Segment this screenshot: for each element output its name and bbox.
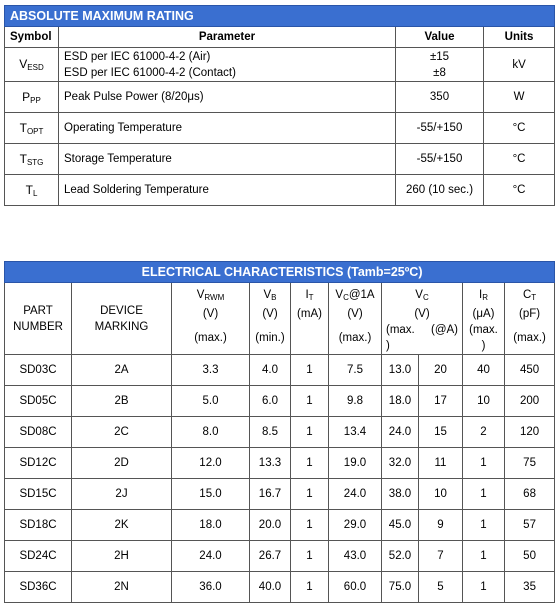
ec-title: ELECTRICAL CHARACTERISTICS (Tamb=25ºC) [5,262,555,283]
ec-cell-vc-max: 45.0 [382,510,419,541]
ec-header-vc1-qualifier: (max.) [338,332,372,344]
ec-cell-ir: 1 [463,479,505,510]
ec-cell-vc-max: 38.0 [382,479,419,510]
ec-cell-vc-at-a: 20 [419,355,463,386]
amr-symbol-subscript: PP [30,95,41,105]
ec-header-ir [463,283,505,355]
ec-header-ct-qualifier: (max.) [513,332,546,344]
ec-header-vc1-symbol: V [335,289,344,301]
ec-cell-vc-max: 24.0 [382,417,419,448]
ec-header-row [5,283,555,355]
ec-cell-device-marking: 2H [72,541,172,572]
ec-cell-it: 1 [291,510,329,541]
amr-cell-value [396,82,484,113]
amr-cell-parameter [59,175,396,206]
ec-header-vc1-tail: @1A [348,289,375,301]
ec-header-vrwm-symbol: V [196,289,205,301]
ec-cell-vc-1a: 24.0 [329,479,382,510]
ec-cell-vb: 20.0 [250,510,291,541]
ec-header-vc-1a [329,283,382,355]
ec-cell-part-number: SD12C [5,448,72,479]
ec-cell-vc-1a: 29.0 [329,510,382,541]
ec-header-vb-unit: (V) [262,308,278,320]
amr-row [5,113,555,144]
amr-symbol-main: T [25,182,33,197]
ec-cell-vc-max: 75.0 [382,572,419,603]
amr-cell-parameter [59,82,396,113]
amr-value-text: ±15 [429,50,450,63]
amr-parameter-text: Lead Soldering Temperature [64,184,209,196]
amr-symbol-main: T [19,151,27,166]
ec-cell-ir: 2 [463,417,505,448]
ec-cell-ct: 450 [505,355,555,386]
ec-cell-ct: 35 [505,572,555,603]
ec-cell-vc-max: 13.0 [382,355,419,386]
amr-header-units: Units [484,27,555,48]
amr-row [5,144,555,175]
ec-row [5,541,555,572]
ec-cell-vc-1a: 7.5 [329,355,382,386]
amr-cell-value [396,48,484,82]
ec-cell-it: 1 [291,417,329,448]
amr-symbol-subscript: L [32,188,38,198]
amr-symbol-subscript: STG [26,157,44,167]
ec-header-vc-qualifier-line1: (max. [386,324,415,336]
ec-cell-it: 1 [291,355,329,386]
amr-cell-parameter [59,113,396,144]
ec-header-ct-unit: (pF) [519,308,541,320]
ec-header-part-number [5,283,72,355]
ec-header-vb-symbol: V [263,289,272,301]
ec-header-vb [250,283,291,355]
ec-cell-vrwm: 36.0 [172,572,250,603]
ec-cell-vb: 8.5 [250,417,291,448]
ec-header-ct-symbol: C [522,289,532,301]
amr-row [5,175,555,206]
amr-cell-unit: kV [484,48,555,82]
ec-cell-vb: 40.0 [250,572,291,603]
ec-row [5,572,555,603]
ec-cell-ir: 1 [463,572,505,603]
ec-cell-vc-at-a: 15 [419,417,463,448]
ec-cell-vrwm: 18.0 [172,510,250,541]
ec-cell-vc-max: 52.0 [382,541,419,572]
ec-header-vrwm-unit: (V) [202,308,219,320]
ec-cell-part-number: SD08C [5,417,72,448]
ec-cell-vc-1a: 19.0 [329,448,382,479]
amr-cell-parameter [59,144,396,175]
ec-cell-vb: 4.0 [250,355,291,386]
ec-header-vb-subscript: B [271,293,277,302]
ec-header-device-line1: DEVICE [100,304,143,317]
ec-header-vc1-subscript: C [343,293,349,302]
amr-cell-symbol [5,48,59,82]
electrical-characteristics-table [4,261,555,603]
amr-cell-parameter [59,48,396,82]
ec-cell-part-number: SD05C [5,386,72,417]
ec-header-it-symbol: I [305,289,309,301]
amr-symbol-main: V [19,57,28,71]
ec-header-device-marking [72,283,172,355]
ec-header-vb-qualifier: (min.) [255,332,285,344]
amr-cell-symbol [5,82,59,113]
ec-cell-ct: 120 [505,417,555,448]
absolute-max-rating-table [4,5,555,206]
amr-value-text: -55/+150 [416,153,463,165]
ec-cell-it: 1 [291,448,329,479]
amr-row [5,82,555,113]
ec-header-ct-subscript: T [531,293,537,302]
amr-header-row [5,27,555,48]
amr-title: ABSOLUTE MAXIMUM RATING [5,6,555,27]
ec-cell-vrwm: 5.0 [172,386,250,417]
ec-cell-vc-at-a: 7 [419,541,463,572]
ec-cell-it: 1 [291,479,329,510]
ec-header-ir-qualifier-line1: (max. [469,324,498,336]
ec-cell-vc-1a: 60.0 [329,572,382,603]
ec-header-vrwm [172,283,250,355]
ec-cell-it: 1 [291,541,329,572]
ec-cell-vc-max: 18.0 [382,386,419,417]
amr-cell-symbol [5,144,59,175]
ec-cell-vrwm: 3.3 [172,355,250,386]
ec-row [5,386,555,417]
ec-header-vc-at-a: (@A) [430,324,458,336]
ec-cell-it: 1 [291,386,329,417]
ec-header-ir-subscript: R [482,293,488,302]
amr-cell-symbol [5,175,59,206]
amr-value-text: 350 [429,91,450,103]
ec-cell-ct: 200 [505,386,555,417]
ec-cell-vc-at-a: 9 [419,510,463,541]
amr-symbol-main: T [19,120,27,135]
amr-parameter-text: ESD per IEC 61000-4-2 (Air) [64,50,211,63]
ec-header-it-unit: (mA) [297,308,322,320]
ec-cell-vc-1a: 9.8 [329,386,382,417]
amr-cell-symbol [5,113,59,144]
amr-value-text: -55/+150 [416,122,463,134]
amr-cell-unit: °C [484,113,555,144]
ec-header-device-line2: MARKING [94,320,149,333]
amr-header-value: Value [396,27,484,48]
amr-symbol-main: P [22,89,31,104]
ec-cell-device-marking: 2B [72,386,172,417]
amr-cell-unit: W [484,82,555,113]
ec-cell-ir: 1 [463,510,505,541]
ec-cell-vb: 26.7 [250,541,291,572]
ec-cell-part-number: SD24C [5,541,72,572]
ec-cell-ir: 1 [463,448,505,479]
ec-header-part-line1: PART [23,304,53,317]
amr-parameter-text: Peak Pulse Power (8/20μs) [64,91,204,103]
ec-cell-vrwm: 24.0 [172,541,250,572]
ec-header-ir-symbol: I [479,289,483,301]
ec-cell-part-number: SD36C [5,572,72,603]
ec-cell-ir: 40 [463,355,505,386]
ec-cell-vb: 6.0 [250,386,291,417]
ec-cell-vc-at-a: 17 [419,386,463,417]
amr-cell-value [396,175,484,206]
ec-header-vc [382,283,463,355]
ec-header-it [291,283,329,355]
ec-header-it-subscript: T [308,293,314,302]
ec-row [5,448,555,479]
ec-cell-vc-at-a: 11 [419,448,463,479]
ec-cell-ir: 1 [463,541,505,572]
amr-parameter-text: Operating Temperature [64,122,183,134]
ec-cell-vc-1a: 13.4 [329,417,382,448]
amr-header-symbol: Symbol [5,27,59,48]
ec-cell-ct: 50 [505,541,555,572]
ec-cell-device-marking: 2N [72,572,172,603]
amr-symbol-subscript: OPT [26,126,44,136]
ec-title-row [5,262,555,283]
ec-cell-vrwm: 8.0 [172,417,250,448]
ec-cell-device-marking: 2J [72,479,172,510]
amr-cell-unit: °C [484,144,555,175]
ec-cell-device-marking: 2C [72,417,172,448]
ec-header-vc1-unit: (V) [347,308,363,320]
ec-header-part-line2: NUMBER [13,320,63,333]
ec-cell-vc-at-a: 5 [419,572,463,603]
ec-cell-device-marking: 2D [72,448,172,479]
amr-symbol-subscript: ESD [27,63,44,72]
ec-cell-vc-max: 32.0 [382,448,419,479]
ec-cell-ct: 68 [505,479,555,510]
ec-header-vrwm-subscript: RWM [204,293,225,302]
ec-row [5,510,555,541]
amr-row [5,48,555,82]
ec-cell-it: 1 [291,572,329,603]
amr-parameter-text: Storage Temperature [64,153,172,165]
amr-cell-value [396,144,484,175]
ec-header-vc-qualifier-line2: ) [386,340,390,352]
ec-cell-vc-at-a: 10 [419,479,463,510]
ec-cell-part-number: SD15C [5,479,72,510]
ec-row [5,479,555,510]
ec-header-vrwm-qualifier: (max.) [194,332,227,344]
ec-cell-ct: 57 [505,510,555,541]
ec-cell-part-number: SD03C [5,355,72,386]
ec-cell-device-marking: 2A [72,355,172,386]
ec-row [5,355,555,386]
ec-header-ct [505,283,555,355]
amr-value-text: ±8 [433,66,446,79]
ec-cell-device-marking: 2K [72,510,172,541]
ec-header-vc-subscript: C [422,293,429,302]
ec-row [5,417,555,448]
ec-cell-vrwm: 15.0 [172,479,250,510]
ec-cell-ir: 10 [463,386,505,417]
ec-cell-ct: 75 [505,448,555,479]
ec-header-vc-unit: (V) [414,308,430,320]
ec-cell-vb: 16.7 [250,479,291,510]
ec-cell-vc-1a: 43.0 [329,541,382,572]
ec-cell-vrwm: 12.0 [172,448,250,479]
ec-cell-part-number: SD18C [5,510,72,541]
amr-header-parameter: Parameter [59,27,396,48]
ec-header-ir-unit: (μA) [472,308,495,320]
ec-header-ir-qualifier-line2: ) [481,340,486,352]
amr-value-text: 260 (10 sec.) [405,184,474,196]
ec-header-vc-symbol: V [415,289,423,301]
amr-title-row [5,6,555,27]
amr-cell-value [396,113,484,144]
ec-cell-vb: 13.3 [250,448,291,479]
amr-cell-unit: °C [484,175,555,206]
amr-parameter-text: ESD per IEC 61000-4-2 (Contact) [64,66,236,79]
